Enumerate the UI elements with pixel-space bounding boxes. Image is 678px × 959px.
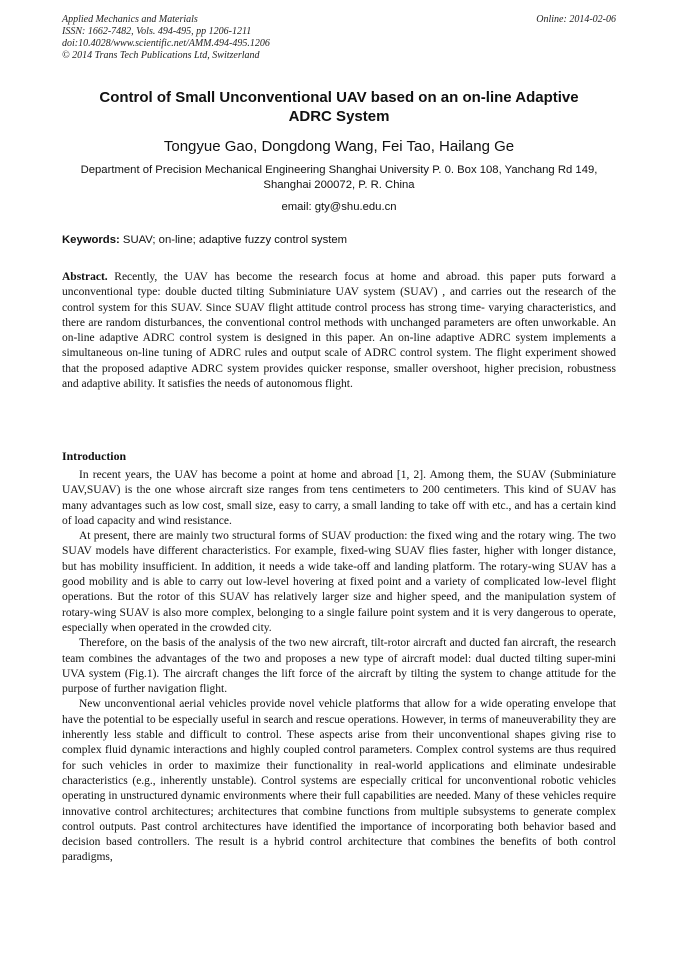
online-date: Online: 2014-02-06 [536, 14, 616, 25]
journal-name: Applied Mechanics and Materials [62, 14, 198, 25]
doi-line: doi:10.4028/www.scientific.net/AMM.494-495.1206 [62, 38, 270, 49]
copyright-line: © 2014 Trans Tech Publications Ltd, Switzerland [62, 50, 260, 61]
author-email: email: gty@shu.edu.cn [281, 201, 397, 213]
keywords-label: Keywords: [62, 234, 120, 246]
section-heading-introduction: Introduction [62, 449, 127, 463]
keywords [62, 233, 616, 248]
paragraph: In recent years, the UAV has become a point at home and abroad [1, 2]. Among them, the SUAV (Subminiature UAV,SUAV) is the one whose aircraft size ranges from tens centimeters to 200 centimeters. This kind of SUAV has many advantages such as low cost, small size, easy to carry, a small landing to take off with etc., and has a certain kind of load capacity and wind resistance. [62, 469, 616, 527]
journal-header [62, 14, 270, 62]
title-line-2: ADRC System [288, 108, 390, 125]
issn-line: ISSN: 1662-7482, Vols. 494-495, pp 1206-1211 [62, 26, 252, 37]
introduction-body [62, 468, 616, 866]
affiliation: Department of Precision Mechanical Engineering Shanghai University P. 0. Box 108, Yanchang Rd 149, Shanghai 200072, P. R. China [80, 164, 598, 191]
paragraph: At present, there are mainly two structural forms of SUAV production: the fixed wing and the rotary wing. The two SUAV models have different characteristics. For example, fixed-wing SUAV flies faster, higher with longer distance, but has mobility insufficient. In addition, it needs a wide take-off and landing platform. The rotary-wing SUAV has a good mobility and is able to carry out low-level hovering at fixed point and a variety of complicated low-level flight operations. But the rotor of this SUAV has relatively larger size and higher speed, and the manipulation system of rotary-wing SUAV is also more complex, belonging to a single failure point system and it is very dangerous to operate, especially when operated in the crowded city. [62, 530, 616, 634]
paper-title [62, 88, 616, 126]
abstract-label: Abstract. [62, 271, 108, 283]
paragraph: Therefore, on the basis of the analysis of the two new aircraft, tilt-rotor aircraft and ducted fan aircraft, the research team combines the advantages of the two and proposes a new type of aircraft model: dual ducted tilting super-mini UVA system (Fig.1). The aircraft changes the lift force of the aircraft by tilting the system to change attitude for the purpose of further navigation flight. [62, 637, 616, 696]
abstract [62, 270, 616, 392]
abstract-text: Recently, the UAV has become the research focus at home and abroad. this paper puts forward a unconventional type: double ducted tilting Subminiature UAV system (SUAV) , and carries out the research of the control system for this SUAV. Since SUAV flight attitude control process has strong time- varying characteristics, and there are random disturbances, the conventional control methods with unchanged parameters are often unworkable. An on-line adaptive ADRC control system is designed in this paper. An on-line adaptive ADRC system implements a simultaneous on-line tuning of ADRC rules and output scale of ADRC control system. The flight experiment showed that the proposed adaptive ADRC system provides quicker response, smaller overshoot, higher precision, robustness and adaptive ability. It satisfies the needs of autonomous flight. [62, 271, 616, 391]
author-list: Tongyue Gao, Dongdong Wang, Fei Tao, Hailang Ge [163, 138, 515, 155]
paragraph: New unconventional aerial vehicles provide novel vehicle platforms that allow for a wide operating envelope that have the potential to be especially useful in search and rescue operations. However, in terms of maneuverability they are inherently less stable and difficult to control. These aspects arise from their unconventional shapes giving rise to complex fluid dynamic interactions and highly coupled control parameters. Complex control systems are thus required for such vehicles in order to maximize their functionality in real-world applications and eliminate undesirable characteristics (e.g., inherently unstable). Control systems are especially critical for unconventional robotic vehicles operating in unstructured dynamic environments where their full capabilities are needed. Many of these vehicles require innovative control architectures; architectures that combine functions from multiple subsystems to generate complex control outputs. Past control architectures have identified the importance of incorporating both behavior based and decision based controllers. The result is a hybrid control architecture that combines the benefits of both control paradigms, [62, 698, 616, 864]
title-line-1: Control of Small Unconventional UAV based on an on-line Adaptive [99, 89, 579, 106]
keywords-text: SUAV; on-line; adaptive fuzzy control system [119, 234, 348, 246]
